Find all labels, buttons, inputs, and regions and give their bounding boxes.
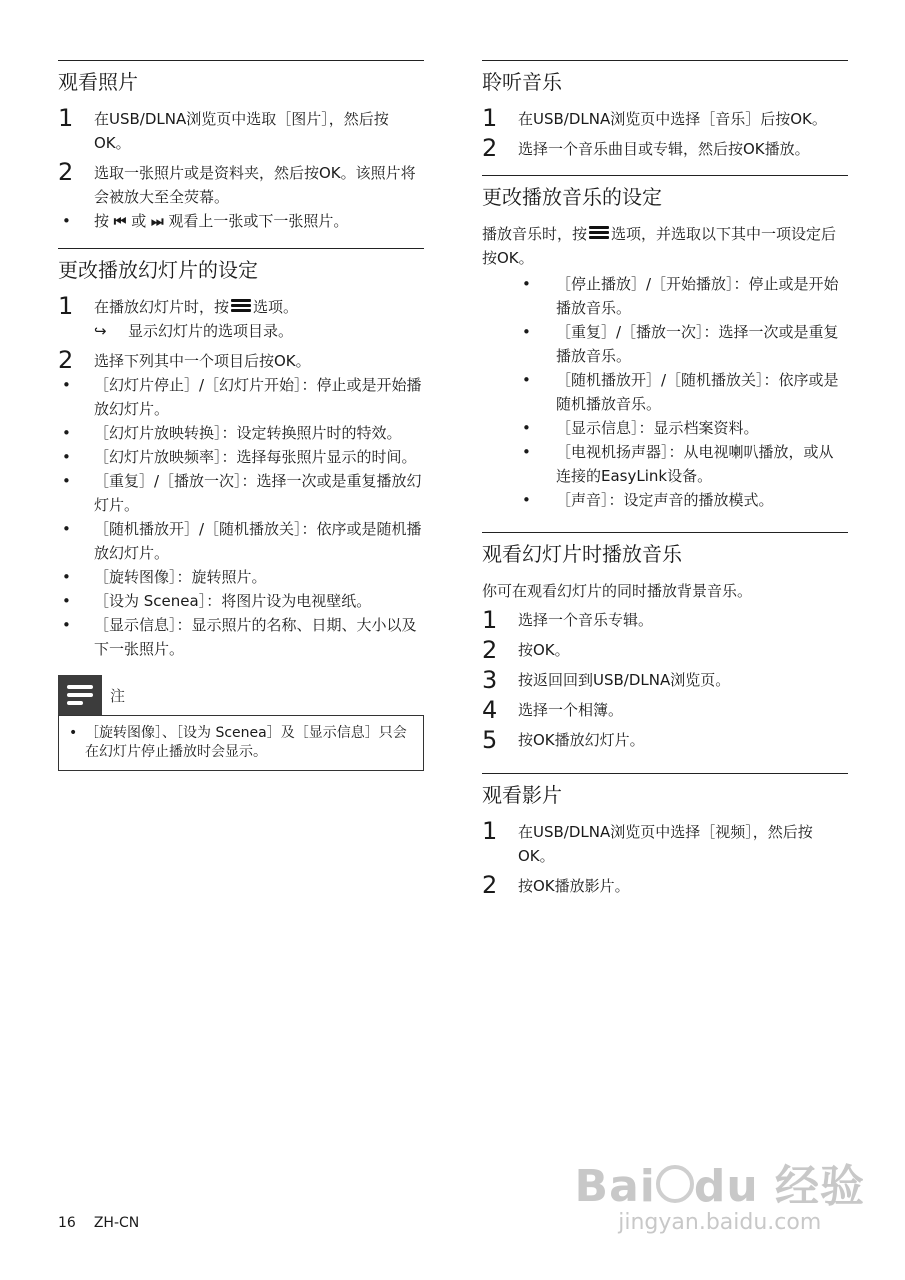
step-number: 5: [482, 726, 498, 754]
step-number: 2: [482, 871, 498, 899]
section-title: 更改播放音乐的设定: [482, 185, 662, 209]
step-item: [482, 605, 848, 635]
language-code: ZH-CN: [93, 1215, 140, 1231]
step-number: 2: [58, 158, 74, 186]
note-label: 注: [110, 686, 126, 705]
step-item: [58, 104, 424, 155]
step-item: [482, 817, 848, 868]
section-view-photos: [58, 60, 424, 234]
list-item: • ［旋转图像］：旋转照片。: [58, 565, 424, 589]
options-menu-icon: [231, 299, 251, 313]
step-item: [58, 292, 424, 343]
step-item: [482, 871, 848, 899]
step-text: 选取一张照片或是资料夹，然后按OK。该照片将会被放大至全荧幕。: [94, 164, 416, 206]
page-footer: [58, 1215, 139, 1231]
step-text: 在USB/DLNA浏览页中选择［音乐］后按OK。: [518, 110, 827, 128]
watermark-logo: Bai du 经验: [574, 1161, 865, 1212]
step-item: [58, 346, 424, 661]
prev-track-icon: ⏮: [113, 214, 127, 230]
step-text: 按OK播放影片。: [518, 877, 630, 895]
baidu-watermark: [575, 1150, 865, 1235]
section-title: 观看影片: [482, 783, 562, 807]
bullet-text: 观看上一张或下一张照片。: [168, 212, 349, 230]
step-number: 2: [58, 346, 74, 374]
next-track-icon: ⏭: [150, 214, 164, 230]
section-slideshow-music: [482, 532, 848, 755]
note-block: [58, 675, 424, 771]
list-item: • ［随机播放开］/［随机播放关］：依序或是随机播放幻灯片。: [58, 517, 424, 565]
step-number: 4: [482, 696, 498, 724]
step-text: 选择下列其中一个项目后按OK。: [94, 352, 311, 370]
list-item: • ［幻灯片放映转换］：设定转换照片时的特效。: [58, 421, 424, 445]
step-item: [482, 725, 848, 755]
section-music-settings: [482, 175, 848, 512]
right-column: [482, 60, 848, 904]
step-number: 1: [58, 292, 74, 320]
note-icon: [58, 675, 102, 715]
step-number: 1: [58, 104, 74, 132]
step-item: [482, 635, 848, 665]
step-text: 选择一个音乐专辑。: [518, 611, 654, 629]
step-number: 3: [482, 666, 498, 694]
section-slideshow-settings: [58, 248, 424, 661]
bullet-text: 按: [94, 212, 110, 230]
step-number: 1: [482, 817, 498, 845]
section-listen-music: [482, 60, 848, 161]
list-item: • ［电视机扬声器］：从电视喇叭播放，或从连接的EasyLink设备。: [482, 440, 848, 488]
section-intro: 你可在观看幻灯片的同时播放背景音乐。: [482, 582, 753, 600]
watermark-url: jingyan.baidu.com: [618, 1210, 822, 1235]
bullet-text: 或: [131, 212, 147, 230]
step-item: [482, 134, 848, 162]
option-list: [482, 272, 848, 512]
step-text: 按返回回到USB/DLNA浏览页。: [518, 671, 731, 689]
step-number: 1: [482, 104, 498, 132]
step-item: [482, 665, 848, 695]
step-text: 选择一个音乐曲目或专辑，然后按OK播放。: [518, 140, 810, 158]
list-item: • ［幻灯片放映频率］：选择每张照片显示的时间。: [58, 445, 424, 469]
list-item: • ［随机播放开］/［随机播放关］：依序或是随机播放音乐。: [482, 368, 848, 416]
step-text: 按OK。: [518, 641, 570, 659]
list-item: • ［设为 Scenea］：将图片设为电视壁纸。: [58, 589, 424, 613]
step-item: [482, 695, 848, 725]
note-box: [58, 715, 424, 771]
step-item: [482, 104, 848, 132]
step-number: 2: [482, 134, 498, 162]
section-title: 观看幻灯片时播放音乐: [482, 542, 682, 566]
sub-bullets: [58, 209, 424, 234]
step-list: [482, 605, 848, 755]
list-item: • ［声音］：设定声音的播放模式。: [482, 488, 848, 512]
step-item: [58, 158, 424, 234]
paw-icon: [656, 1165, 694, 1203]
left-column: [58, 60, 424, 771]
option-list: [58, 373, 424, 661]
page-number: 16: [58, 1215, 76, 1231]
list-item: • ［重复］/［播放一次］：选择一次或是重复播放幻灯片。: [58, 469, 424, 517]
result-arrow-icon: ↪: [94, 322, 107, 340]
section-title: 观看照片: [58, 70, 138, 94]
step-text: 在USB/DLNA浏览页中选取［图片］，然后按OK。: [94, 110, 389, 152]
step-text: 按OK播放幻灯片。: [518, 731, 645, 749]
list-item: • ［显示信息］：显示照片的名称、日期、大小以及下一张照片。: [58, 613, 424, 661]
section-title: 聆听音乐: [482, 70, 562, 94]
list-item: • ［重复］/［播放一次］：选择一次或是重复播放音乐。: [482, 320, 848, 368]
step-text: 在USB/DLNA浏览页中选择［视频］，然后按OK。: [518, 823, 813, 865]
note-text: • ［旋转图像］、［设为 Scenea］及［显示信息］只会在幻灯片停止播放时会显示。: [69, 724, 411, 762]
section-intro: 播放音乐时，按 选项，并选取以下其中一项设定后按OK。: [482, 225, 837, 267]
list-item: • ［显示信息］：显示档案资料。: [482, 416, 848, 440]
step-text: 在播放幻灯片时，按 选项。: [94, 298, 299, 316]
step-number: 2: [482, 636, 498, 664]
list-item: [58, 209, 424, 234]
step-text: 选择一个相簿。: [518, 701, 624, 719]
section-view-videos: [482, 773, 848, 898]
step-number: 1: [482, 606, 498, 634]
step-result: ↪ 显示幻灯片的选项目录。: [94, 319, 424, 343]
section-title: 更改播放幻灯片的设定: [58, 258, 258, 282]
options-menu-icon: [589, 226, 609, 240]
list-item: • ［幻灯片停止］/［幻灯片开始］：停止或是开始播放幻灯片。: [58, 373, 424, 421]
list-item: • ［停止播放］/［开始播放］：停止或是开始播放音乐。: [482, 272, 848, 320]
